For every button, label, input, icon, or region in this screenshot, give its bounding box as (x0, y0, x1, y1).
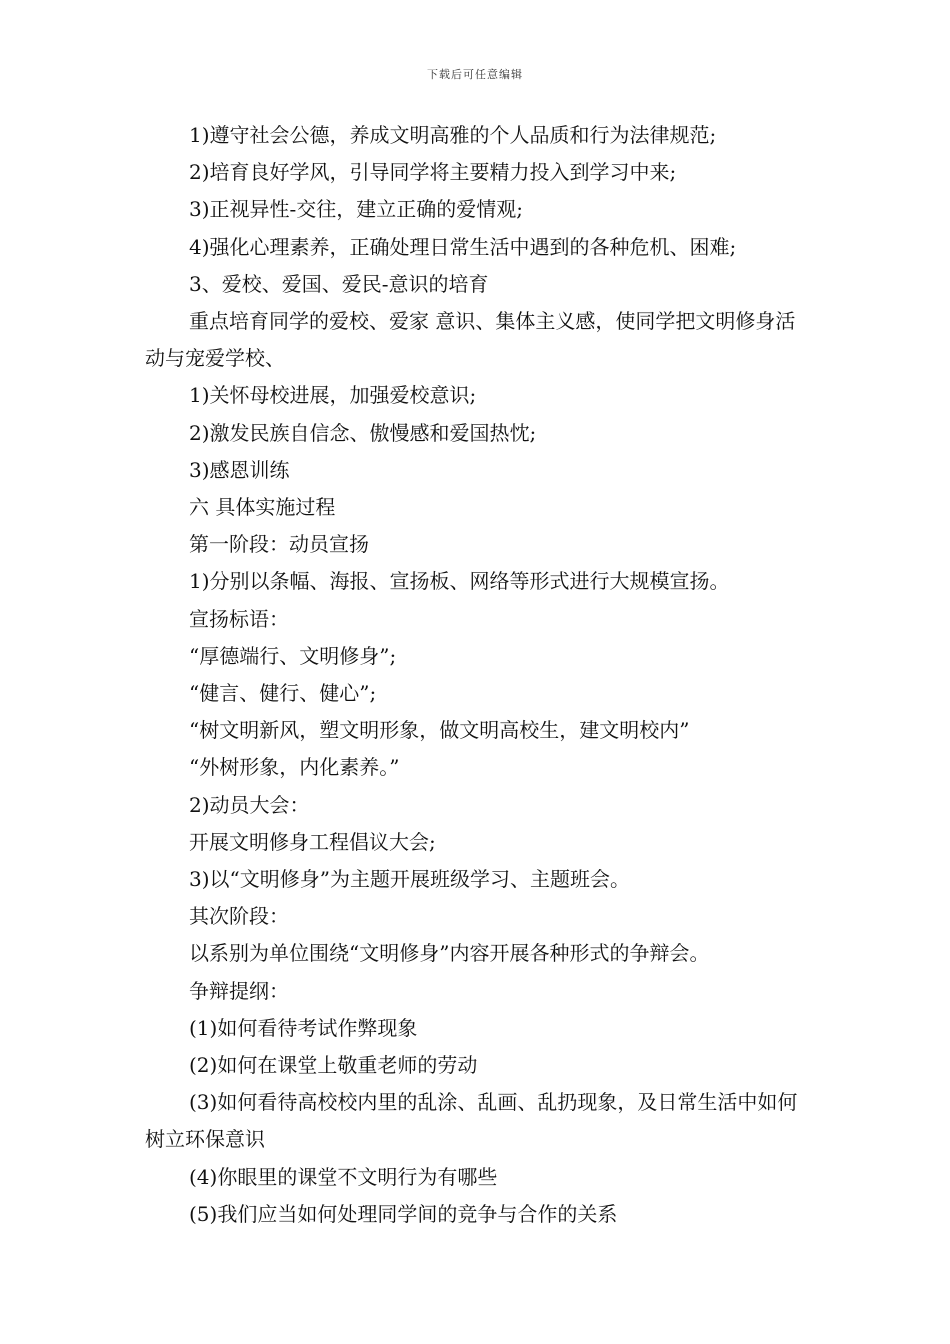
slogan: “外树形象，内化素养。” (189, 755, 400, 780)
list-item: (2)如何在课堂上敬重老师的劳动 (189, 1053, 478, 1078)
paragraph: 其次阶段： (189, 904, 289, 929)
paragraph: 4)强化心理素养，正确处理日常生活中遇到的各种危机、困难; (189, 234, 737, 259)
paragraph: 1)关怀母校进展，加强爱校意识; (189, 383, 477, 408)
document-body (145, 117, 813, 1233)
list-item: (3)如何看待高校校内里的乱涂、乱画、乱扔现象，及日常生活中如何树立环保意识 (145, 1090, 798, 1152)
page-header: 下载后可任意编辑 (427, 68, 523, 81)
list-item: (5)我们应当如何处理同学间的竞争与合作的关系 (189, 1201, 618, 1226)
paragraph: 2)培育良好学风，引导同学将主要精力投入到学习中来; (189, 160, 677, 185)
paragraph: 1)分别以条幅、海报、宣扬板、网络等形式进行大规模宣扬。 (189, 569, 730, 594)
paragraph: 1)遵守社会公德，养成文明高雅的个人品质和行为法律规范; (189, 123, 717, 147)
paragraph: 2)激发民族自信念、傲慢感和爱国热忱; (189, 420, 537, 445)
slogan: “树文明新风，塑文明形象，做文明高校生，建文明校内” (189, 718, 690, 743)
paragraph: 3)正视异性-交往，建立正确的爱情观; (189, 197, 524, 222)
paragraph: 争辩提纲： (189, 978, 289, 1003)
list-item: (4)你眼里的课堂不文明行为有哪些 (189, 1164, 498, 1189)
paragraph: 开展文明修身工程倡议大会; (189, 829, 436, 854)
paragraph: 重点培育同学的爱校、爱家 意识、集体主义感，使同学把文明修身活动与宠爱学校、 (145, 309, 796, 371)
slogan: “健言、健行、健心”; (189, 681, 377, 706)
paragraph: 以系别为单位围绕“文明修身”内容开展各种形式的争辩会。 (189, 941, 710, 966)
paragraph: 2)动员大会： (189, 792, 310, 817)
paragraph: 宣扬标语： (189, 606, 289, 631)
paragraph: 3)感恩训练 (189, 457, 290, 482)
paragraph: 3)以“文明修身”为主题开展班级学习、主题班会。 (189, 867, 630, 892)
section-heading: 3、爱校、爱国、爱民-意识的培育 (189, 271, 489, 296)
list-item: (1)如何看待考试作弊现象 (189, 1015, 418, 1040)
paragraph: 第一阶段：动员宣扬 (189, 532, 369, 557)
section-heading: 六 具体实施过程 (189, 495, 336, 520)
slogan: “厚德端行、文明修身”; (189, 643, 397, 668)
